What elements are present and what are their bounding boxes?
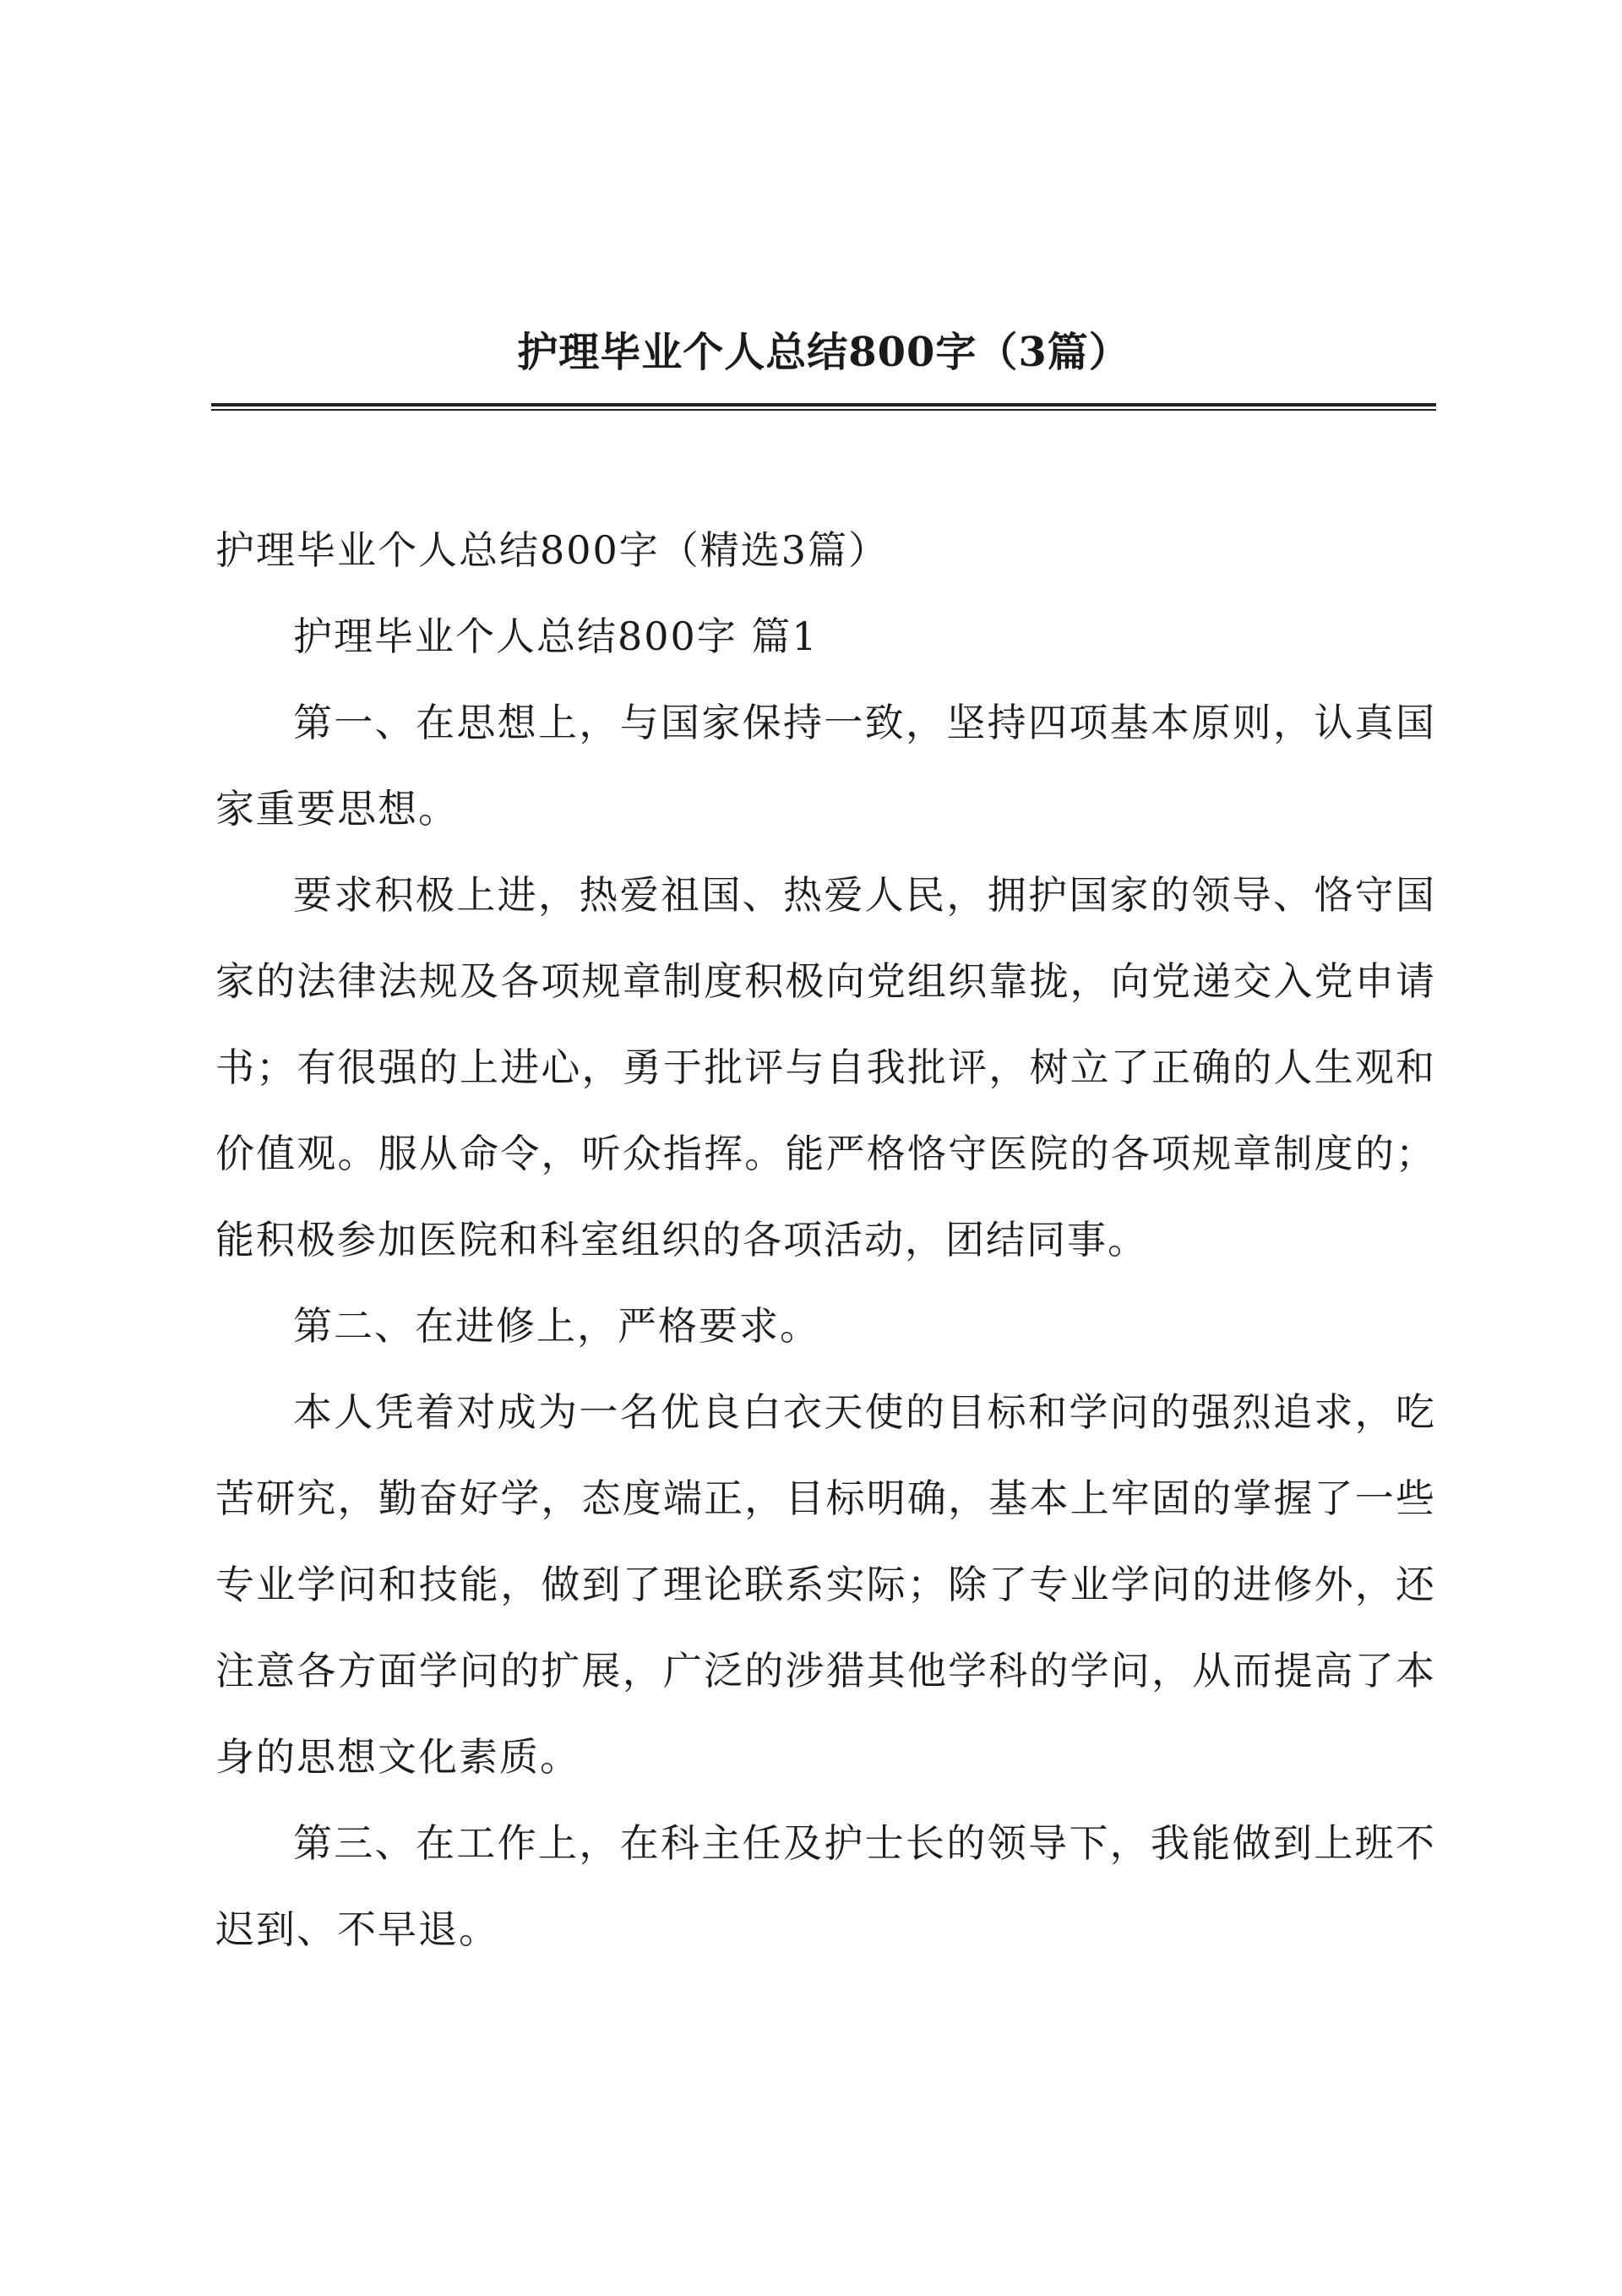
title-divider-thick (211, 403, 1436, 406)
title-divider-thin (211, 409, 1436, 411)
document-title: 护理毕业个人总结800字（3篇） (517, 329, 1130, 376)
body-paragraph: 第三、在工作上，在科主任及护士长的领导下，我能做到上班不迟到、不早退。 (215, 1820, 1436, 1952)
body-paragraph: 第一、在思想上，与国家保持一致，坚持四项基本原则，认真国家重要思想。 (215, 700, 1436, 832)
body-paragraph: 本人凭着对成为一名优良白衣天使的目标和学问的强烈追求，吃苦研究，勤奋好学，态度端正，目标明确，基本上牢固的掌握了一些专业学问和技能，做到了理论联系实际；除了专业学问的进修外，还注意各方面学问的扩展，广泛的涉猎其他学科的学问，从而提高了本身的思想文化素质。 (215, 1389, 1436, 1780)
section-heading: 护理毕业个人总结800字 篇1 (293, 614, 819, 659)
body-paragraph: 第二、在进修上，严格要求。 (293, 1303, 820, 1349)
document-body (215, 507, 1436, 1972)
subtitle-paragraph: 护理毕业个人总结800字（精选3篇） (215, 527, 890, 573)
body-paragraph: 要求积极上进，热爱祖国、热爱人民，拥护国家的领导、恪守国家的法律法规及各项规章制度积极向党组织靠拢，向党递交入党申请书；有很强的上进心，勇于批评与自我批评，树立了正确的人生观和价值观。服从命令，听众指挥。能严格恪守医院的各项规章制度的；能积极参加医院和科室组织的各项活动，团结同事。 (215, 872, 1436, 1263)
